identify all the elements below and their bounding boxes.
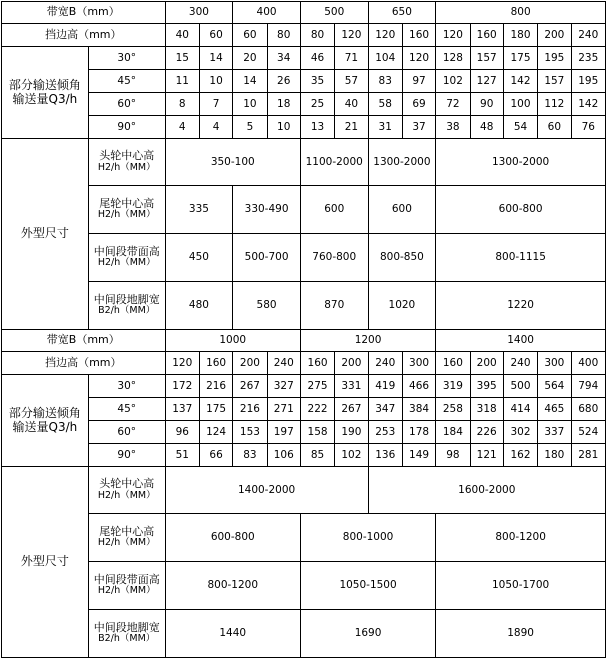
block1-mid-belt-row [2,234,606,282]
capacity-cell: 337 [538,421,571,444]
flange-cell: 240 [571,24,606,47]
block2-capacity-row [2,444,606,467]
head-center-label [88,139,165,186]
flange-height-label: 挡边高（mm） [2,24,166,47]
angle-cell: 90° [88,444,165,467]
capacity-cell: 60 [538,116,571,139]
capacity-cell: 253 [368,421,402,444]
flange-cell: 240 [368,352,402,375]
capacity-cell: 157 [538,70,571,93]
capacity-cell: 680 [571,398,606,421]
capacity-cell: 195 [571,70,606,93]
capacity-cell: 414 [503,398,537,421]
capacity-cell: 124 [199,421,232,444]
capacity-label-line2: 输送量Q3/h [12,91,78,106]
dimension-cell: 480 [165,282,233,330]
width-cell: 400 [233,2,301,24]
block1-capacity-row [2,70,606,93]
width-cell: 500 [300,2,368,24]
capacity-cell: 564 [538,375,571,398]
capacity-cell: 100 [503,93,537,116]
capacity-cell: 25 [300,93,334,116]
belt-width-label: 带宽B（mm） [2,2,166,24]
capacity-cell: 190 [335,421,368,444]
capacity-cell: 175 [199,398,232,421]
capacity-cell: 71 [335,47,368,70]
capacity-cell: 66 [199,444,232,467]
capacity-cell: 258 [436,398,470,421]
block2-mid-belt-row [2,562,606,610]
capacity-cell: 96 [165,421,199,444]
dimensions-label: 外型尺寸 [2,467,89,658]
mid-foot-label [88,282,165,330]
tail-center-label-line1: 尾轮中心高 [99,196,155,210]
angle-cell: 45° [88,70,165,93]
mid-belt-label-line2: H2/h（MM） [97,257,156,269]
flange-cell: 160 [199,352,232,375]
flange-cell: 120 [165,352,199,375]
block1-capacity-row [2,93,606,116]
mid-foot-label-line1: 中间段地脚宽 [93,292,160,306]
dimension-cell: 800-850 [368,234,436,282]
block2-flange-row [2,352,606,375]
capacity-cell: 184 [436,421,470,444]
capacity-cell: 112 [538,93,571,116]
capacity-cell: 172 [165,375,199,398]
capacity-cell: 14 [199,47,232,70]
capacity-cell: 58 [368,93,402,116]
capacity-cell: 18 [267,93,300,116]
block2-capacity-row [2,421,606,444]
capacity-cell: 57 [335,70,368,93]
angle-cell: 60° [88,421,165,444]
block2-capacity-row [2,375,606,398]
dimension-cell: 1600-2000 [368,467,605,514]
dimension-cell: 1400-2000 [165,467,368,514]
mid-belt-label-line1: 中间段带面高 [93,572,160,586]
dimension-cell: 1440 [165,610,300,658]
head-center-label-line2: H2/h（MM） [97,489,156,501]
capacity-cell: 465 [538,398,571,421]
capacity-cell: 275 [300,375,334,398]
capacity-cell: 104 [368,47,402,70]
capacity-label-line1: 部分输送倾角 [8,405,81,420]
capacity-cell: 216 [199,375,232,398]
capacity-cell: 40 [335,93,368,116]
head-center-label-line1: 头轮中心高 [99,477,155,491]
angle-cell: 60° [88,93,165,116]
tail-center-label-line2: H2/h（MM） [97,537,156,549]
capacity-cell: 197 [267,421,300,444]
capacity-cell: 83 [368,70,402,93]
mid-belt-label [88,562,165,610]
capacity-cell: 158 [300,421,334,444]
capacity-cell: 37 [402,116,435,139]
tail-center-label-line2: H2/h（MM） [97,209,156,221]
capacity-cell: 4 [165,116,199,139]
tail-center-label [88,514,165,562]
block1-tail-center-row [2,186,606,234]
block2-head-center-row [2,467,606,514]
capacity-cell: 10 [233,93,267,116]
dimension-cell: 1220 [436,282,606,330]
dimension-cell: 330-490 [233,186,301,234]
capacity-label-line2: 输送量Q3/h [12,419,78,434]
mid-belt-label-line1: 中间段带面高 [93,244,160,258]
dimension-cell: 350-100 [165,139,300,186]
capacity-cell: 267 [335,398,368,421]
capacity-cell: 14 [233,70,267,93]
mid-foot-label-line2: B2/h（MM） [98,305,156,317]
block2-tail-center-row [2,514,606,562]
capacity-cell: 7 [199,93,232,116]
angle-cell: 45° [88,398,165,421]
capacity-cell: 419 [368,375,402,398]
capacity-cell: 46 [300,47,334,70]
tail-center-label [88,186,165,234]
capacity-cell: 4 [199,116,232,139]
capacity-cell: 180 [538,444,571,467]
mid-foot-label-line1: 中间段地脚宽 [93,620,160,634]
width-cell: 1400 [436,330,606,352]
capacity-cell: 149 [402,444,435,467]
dimension-cell: 1690 [300,610,435,658]
capacity-cell: 35 [300,70,334,93]
capacity-cell: 319 [436,375,470,398]
capacity-cell: 302 [503,421,537,444]
flange-cell: 120 [335,24,368,47]
flange-cell: 160 [436,352,470,375]
capacity-cell: 10 [199,70,232,93]
capacity-cell: 267 [233,375,267,398]
width-cell: 650 [368,2,436,24]
flange-cell: 160 [470,24,503,47]
mid-belt-label-line2: H2/h（MM） [97,585,156,597]
conveyor-spec-table [1,1,606,658]
capacity-cell: 97 [402,70,435,93]
flange-cell: 80 [267,24,300,47]
capacity-cell: 216 [233,398,267,421]
capacity-cell: 347 [368,398,402,421]
block2-width-row [2,330,606,352]
head-center-label [88,467,165,514]
capacity-cell: 26 [267,70,300,93]
capacity-cell: 331 [335,375,368,398]
flange-cell: 180 [503,24,537,47]
capacity-cell: 142 [571,93,606,116]
capacity-cell: 466 [402,375,435,398]
capacity-cell: 83 [233,444,267,467]
mid-foot-label [88,610,165,658]
capacity-cell: 51 [165,444,199,467]
flange-cell: 240 [267,352,300,375]
capacity-cell: 794 [571,375,606,398]
flange-cell: 240 [503,352,537,375]
dimension-cell: 580 [233,282,301,330]
flange-cell: 120 [436,24,470,47]
angle-cell: 30° [88,47,165,70]
flange-cell: 300 [538,352,571,375]
capacity-cell: 226 [470,421,503,444]
capacity-label-line1: 部分输送倾角 [8,77,81,92]
capacity-cell: 102 [436,70,470,93]
dimension-cell: 500-700 [233,234,301,282]
flange-cell: 160 [300,352,334,375]
block1-width-row [2,2,606,24]
dimension-cell: 600-800 [165,514,300,562]
mid-foot-label-line2: B2/h（MM） [98,633,156,645]
tail-center-label-line1: 尾轮中心高 [99,524,155,538]
dimension-cell: 600-800 [436,186,606,234]
capacity-cell: 106 [267,444,300,467]
capacity-cell: 31 [368,116,402,139]
capacity-cell: 121 [470,444,503,467]
capacity-cell: 178 [402,421,435,444]
capacity-cell: 21 [335,116,368,139]
capacity-cell: 195 [538,47,571,70]
capacity-cell: 235 [571,47,606,70]
head-center-label-line1: 头轮中心高 [99,149,155,163]
capacity-cell: 10 [267,116,300,139]
dimension-cell: 600 [300,186,368,234]
capacity-cell: 8 [165,93,199,116]
dimension-cell: 1890 [436,610,606,658]
capacity-cell: 318 [470,398,503,421]
flange-cell: 80 [300,24,334,47]
capacity-cell: 281 [571,444,606,467]
capacity-cell: 34 [267,47,300,70]
capacity-cell: 20 [233,47,267,70]
flange-cell: 200 [538,24,571,47]
dimension-cell: 335 [165,186,233,234]
block1-head-center-row [2,139,606,186]
dimension-cell: 800-1200 [165,562,300,610]
capacity-cell: 13 [300,116,334,139]
capacity-cell: 120 [402,47,435,70]
capacity-cell: 38 [436,116,470,139]
capacity-cell: 500 [503,375,537,398]
capacity-cell: 128 [436,47,470,70]
dimension-cell: 1050-1700 [436,562,606,610]
flange-cell: 60 [199,24,232,47]
capacity-cell: 69 [402,93,435,116]
flange-height-label: 挡边高（mm） [2,352,166,375]
capacity-label [2,47,89,139]
capacity-cell: 76 [571,116,606,139]
width-cell: 800 [436,2,606,24]
dimension-cell: 800-1115 [436,234,606,282]
dimension-cell: 450 [165,234,233,282]
capacity-cell: 90 [470,93,503,116]
dimensions-label: 外型尺寸 [2,139,89,330]
block1-flange-row [2,24,606,47]
belt-width-label: 带宽B（mm） [2,330,166,352]
dimension-cell: 1020 [368,282,436,330]
capacity-cell: 137 [165,398,199,421]
capacity-cell: 15 [165,47,199,70]
flange-cell: 40 [165,24,199,47]
flange-cell: 400 [571,352,606,375]
dimension-cell: 1300-2000 [436,139,606,186]
dimension-cell: 800-1200 [436,514,606,562]
flange-cell: 200 [335,352,368,375]
capacity-cell: 5 [233,116,267,139]
block1-capacity-row [2,47,606,70]
capacity-cell: 153 [233,421,267,444]
dimension-cell: 1050-1500 [300,562,435,610]
capacity-cell: 142 [503,70,537,93]
width-cell: 1200 [300,330,435,352]
capacity-cell: 162 [503,444,537,467]
angle-cell: 90° [88,116,165,139]
capacity-cell: 384 [402,398,435,421]
flange-cell: 60 [233,24,267,47]
capacity-cell: 175 [503,47,537,70]
capacity-cell: 98 [436,444,470,467]
flange-cell: 300 [402,352,435,375]
dimension-cell: 600 [368,186,436,234]
capacity-label [2,375,89,467]
capacity-cell: 222 [300,398,334,421]
capacity-cell: 327 [267,375,300,398]
capacity-cell: 85 [300,444,334,467]
angle-cell: 30° [88,375,165,398]
width-cell: 1000 [165,330,300,352]
flange-cell: 120 [368,24,402,47]
flange-cell: 200 [470,352,503,375]
capacity-cell: 157 [470,47,503,70]
capacity-cell: 11 [165,70,199,93]
capacity-cell: 271 [267,398,300,421]
block1-capacity-row [2,116,606,139]
capacity-cell: 102 [335,444,368,467]
block2-capacity-row [2,398,606,421]
block2-mid-foot-row [2,610,606,658]
mid-belt-label [88,234,165,282]
capacity-cell: 136 [368,444,402,467]
head-center-label-line2: H2/h（MM） [97,161,156,173]
capacity-cell: 72 [436,93,470,116]
block1-mid-foot-row [2,282,606,330]
dimension-cell: 800-1000 [300,514,435,562]
capacity-cell: 48 [470,116,503,139]
width-cell: 300 [165,2,233,24]
flange-cell: 200 [233,352,267,375]
capacity-cell: 524 [571,421,606,444]
dimension-cell: 760-800 [300,234,368,282]
dimension-cell: 1100-2000 [300,139,368,186]
dimension-cell: 1300-2000 [368,139,436,186]
capacity-cell: 395 [470,375,503,398]
dimension-cell: 870 [300,282,368,330]
capacity-cell: 54 [503,116,537,139]
capacity-cell: 127 [470,70,503,93]
flange-cell: 160 [402,24,435,47]
